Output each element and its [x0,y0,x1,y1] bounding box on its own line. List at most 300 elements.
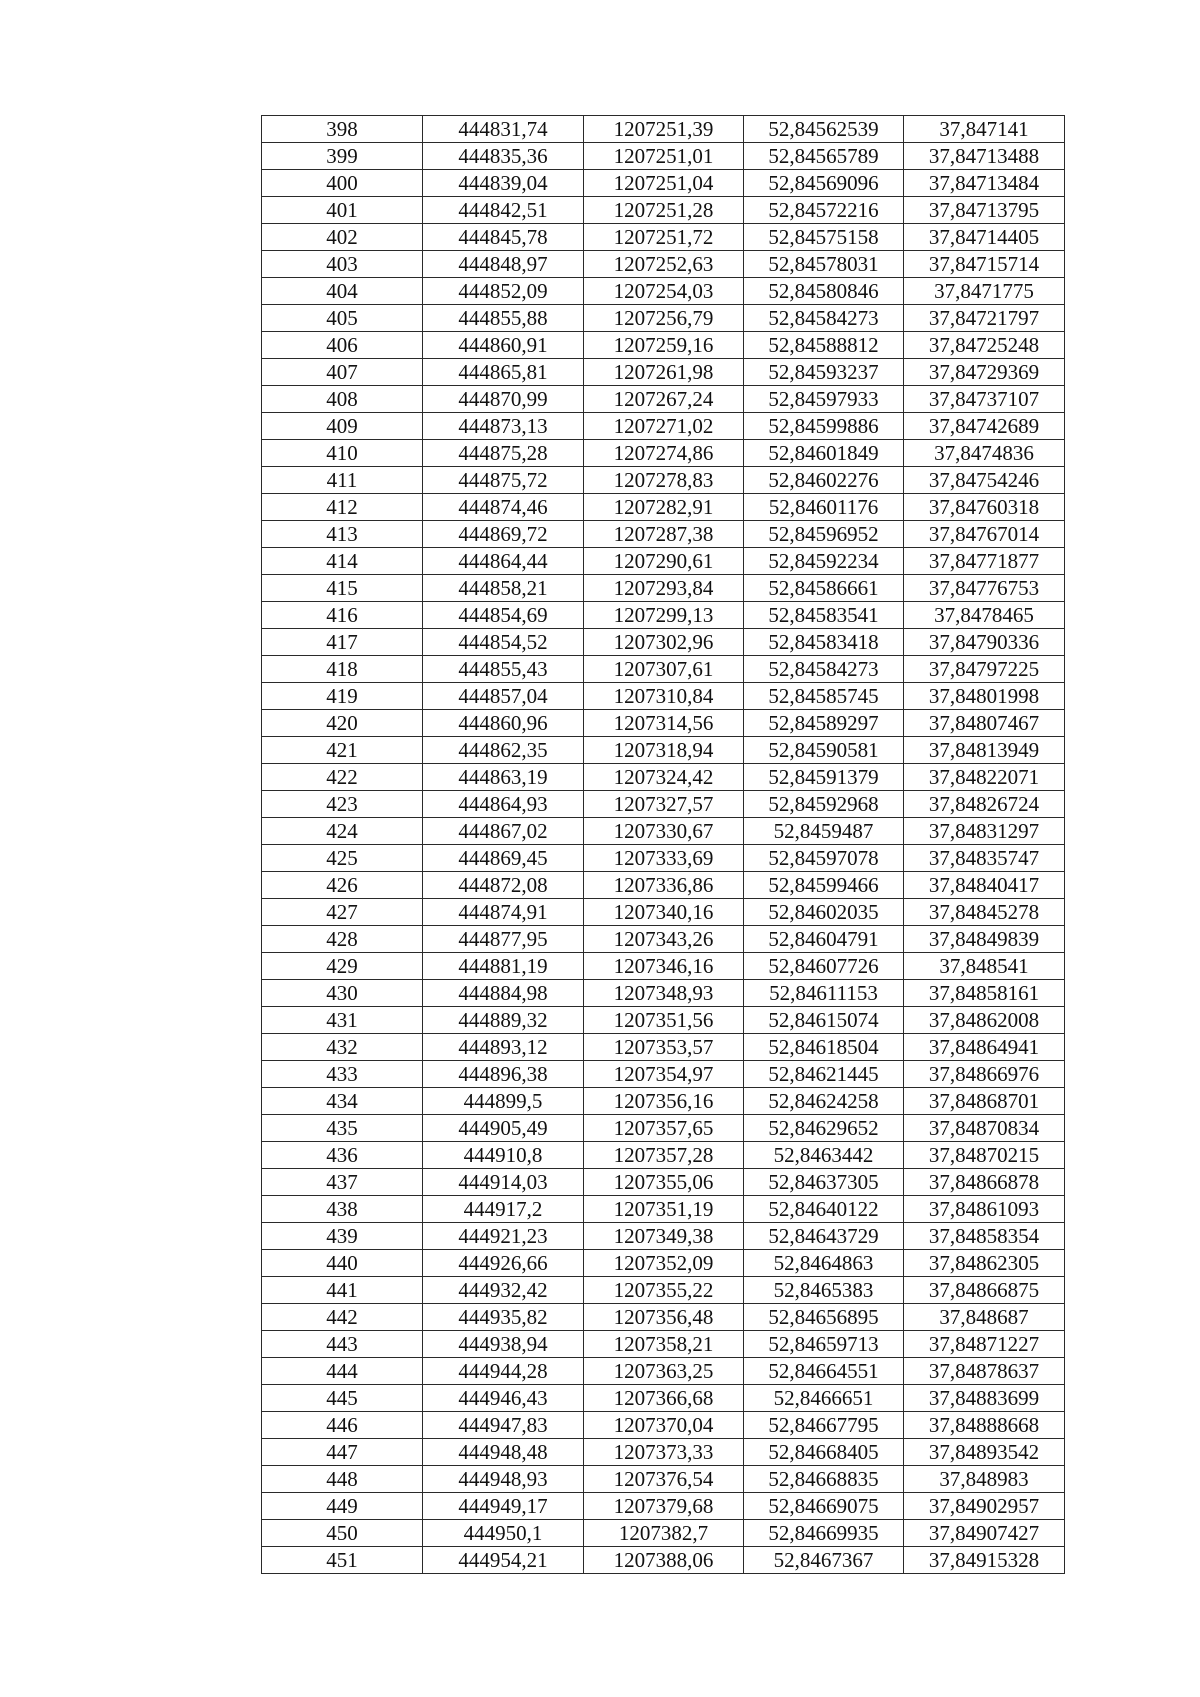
latitude-cell: 52,84640122 [744,1196,904,1223]
latitude-cell: 52,84565789 [744,143,904,170]
y-coordinate-cell: 1207357,28 [584,1142,744,1169]
latitude-cell: 52,8459487 [744,818,904,845]
latitude-cell: 52,8465383 [744,1277,904,1304]
latitude-cell: 52,84668405 [744,1439,904,1466]
x-coordinate-cell: 444954,21 [423,1547,584,1574]
table-row [262,1331,1065,1358]
table-row [262,359,1065,386]
x-coordinate-cell: 444874,91 [423,899,584,926]
longitude-cell: 37,84767014 [904,521,1065,548]
x-coordinate-cell: 444865,81 [423,359,584,386]
latitude-cell: 52,8463442 [744,1142,904,1169]
point-number-cell: 416 [262,602,423,629]
point-number-cell: 415 [262,575,423,602]
table-row [262,1115,1065,1142]
longitude-cell: 37,84826724 [904,791,1065,818]
x-coordinate-cell: 444944,28 [423,1358,584,1385]
table-row [262,251,1065,278]
x-coordinate-cell: 444863,19 [423,764,584,791]
longitude-cell: 37,84858354 [904,1223,1065,1250]
point-number-cell: 421 [262,737,423,764]
x-coordinate-cell: 444845,78 [423,224,584,251]
y-coordinate-cell: 1207373,33 [584,1439,744,1466]
point-number-cell: 434 [262,1088,423,1115]
latitude-cell: 52,84664551 [744,1358,904,1385]
latitude-cell: 52,84668835 [744,1466,904,1493]
table-row [262,764,1065,791]
y-coordinate-cell: 1207327,57 [584,791,744,818]
table-row [262,872,1065,899]
table-row [262,629,1065,656]
longitude-cell: 37,84883699 [904,1385,1065,1412]
longitude-cell: 37,84713795 [904,197,1065,224]
longitude-cell: 37,84737107 [904,386,1065,413]
point-number-cell: 418 [262,656,423,683]
latitude-cell: 52,84593237 [744,359,904,386]
point-number-cell: 436 [262,1142,423,1169]
y-coordinate-cell: 1207348,93 [584,980,744,1007]
x-coordinate-cell: 444921,23 [423,1223,584,1250]
table-row [262,737,1065,764]
point-number-cell: 400 [262,170,423,197]
latitude-cell: 52,84591379 [744,764,904,791]
table-row [262,1547,1065,1574]
point-number-cell: 428 [262,926,423,953]
table-row [262,602,1065,629]
longitude-cell: 37,848541 [904,953,1065,980]
x-coordinate-cell: 444869,45 [423,845,584,872]
y-coordinate-cell: 1207278,83 [584,467,744,494]
y-coordinate-cell: 1207299,13 [584,602,744,629]
x-coordinate-cell: 444867,02 [423,818,584,845]
y-coordinate-cell: 1207252,63 [584,251,744,278]
coordinates-table [261,115,1065,1574]
longitude-cell: 37,84713488 [904,143,1065,170]
table-row [262,548,1065,575]
longitude-cell: 37,84862305 [904,1250,1065,1277]
longitude-cell: 37,84871227 [904,1331,1065,1358]
x-coordinate-cell: 444949,17 [423,1493,584,1520]
latitude-cell: 52,84667795 [744,1412,904,1439]
x-coordinate-cell: 444875,28 [423,440,584,467]
latitude-cell: 52,84602035 [744,899,904,926]
x-coordinate-cell: 444864,93 [423,791,584,818]
point-number-cell: 405 [262,305,423,332]
point-number-cell: 411 [262,467,423,494]
y-coordinate-cell: 1207357,65 [584,1115,744,1142]
longitude-cell: 37,84721797 [904,305,1065,332]
x-coordinate-cell: 444872,08 [423,872,584,899]
table-row [262,1088,1065,1115]
longitude-cell: 37,8474836 [904,440,1065,467]
point-number-cell: 408 [262,386,423,413]
point-number-cell: 423 [262,791,423,818]
y-coordinate-cell: 1207254,03 [584,278,744,305]
x-coordinate-cell: 444950,1 [423,1520,584,1547]
latitude-cell: 52,84599886 [744,413,904,440]
latitude-cell: 52,84585745 [744,683,904,710]
latitude-cell: 52,84607726 [744,953,904,980]
table-row [262,818,1065,845]
table-row [262,332,1065,359]
latitude-cell: 52,84596952 [744,521,904,548]
longitude-cell: 37,84742689 [904,413,1065,440]
y-coordinate-cell: 1207363,25 [584,1358,744,1385]
longitude-cell: 37,84861093 [904,1196,1065,1223]
latitude-cell: 52,84602276 [744,467,904,494]
y-coordinate-cell: 1207318,94 [584,737,744,764]
latitude-cell: 52,84597933 [744,386,904,413]
y-coordinate-cell: 1207351,19 [584,1196,744,1223]
y-coordinate-cell: 1207256,79 [584,305,744,332]
longitude-cell: 37,84835747 [904,845,1065,872]
x-coordinate-cell: 444858,21 [423,575,584,602]
y-coordinate-cell: 1207333,69 [584,845,744,872]
y-coordinate-cell: 1207324,42 [584,764,744,791]
table-row [262,845,1065,872]
longitude-cell: 37,84725248 [904,332,1065,359]
point-number-cell: 443 [262,1331,423,1358]
latitude-cell: 52,84569096 [744,170,904,197]
table-row [262,143,1065,170]
longitude-cell: 37,84866976 [904,1061,1065,1088]
coordinates-table-body [262,116,1065,1574]
y-coordinate-cell: 1207336,86 [584,872,744,899]
y-coordinate-cell: 1207271,02 [584,413,744,440]
point-number-cell: 427 [262,899,423,926]
x-coordinate-cell: 444877,95 [423,926,584,953]
latitude-cell: 52,84586661 [744,575,904,602]
point-number-cell: 439 [262,1223,423,1250]
point-number-cell: 402 [262,224,423,251]
table-row [262,494,1065,521]
x-coordinate-cell: 444860,91 [423,332,584,359]
latitude-cell: 52,84588812 [744,332,904,359]
longitude-cell: 37,84813949 [904,737,1065,764]
point-number-cell: 445 [262,1385,423,1412]
x-coordinate-cell: 444864,44 [423,548,584,575]
y-coordinate-cell: 1207358,21 [584,1331,744,1358]
x-coordinate-cell: 444935,82 [423,1304,584,1331]
y-coordinate-cell: 1207251,04 [584,170,744,197]
table-row [262,224,1065,251]
x-coordinate-cell: 444848,97 [423,251,584,278]
table-row [262,1466,1065,1493]
point-number-cell: 419 [262,683,423,710]
longitude-cell: 37,84760318 [904,494,1065,521]
y-coordinate-cell: 1207343,26 [584,926,744,953]
point-number-cell: 422 [262,764,423,791]
latitude-cell: 52,84597078 [744,845,904,872]
latitude-cell: 52,84659713 [744,1331,904,1358]
table-row [262,1223,1065,1250]
x-coordinate-cell: 444899,5 [423,1088,584,1115]
longitude-cell: 37,84822071 [904,764,1065,791]
y-coordinate-cell: 1207346,16 [584,953,744,980]
x-coordinate-cell: 444932,42 [423,1277,584,1304]
longitude-cell: 37,84915328 [904,1547,1065,1574]
y-coordinate-cell: 1207287,38 [584,521,744,548]
table-row [262,1034,1065,1061]
y-coordinate-cell: 1207282,91 [584,494,744,521]
point-number-cell: 404 [262,278,423,305]
y-coordinate-cell: 1207382,7 [584,1520,744,1547]
y-coordinate-cell: 1207274,86 [584,440,744,467]
y-coordinate-cell: 1207302,96 [584,629,744,656]
x-coordinate-cell: 444862,35 [423,737,584,764]
longitude-cell: 37,84849839 [904,926,1065,953]
y-coordinate-cell: 1207293,84 [584,575,744,602]
x-coordinate-cell: 444854,69 [423,602,584,629]
latitude-cell: 52,84629652 [744,1115,904,1142]
point-number-cell: 441 [262,1277,423,1304]
point-number-cell: 399 [262,143,423,170]
latitude-cell: 52,84601176 [744,494,904,521]
x-coordinate-cell: 444857,04 [423,683,584,710]
y-coordinate-cell: 1207388,06 [584,1547,744,1574]
longitude-cell: 37,8478465 [904,602,1065,629]
latitude-cell: 52,84599466 [744,872,904,899]
table-row [262,521,1065,548]
x-coordinate-cell: 444855,43 [423,656,584,683]
latitude-cell: 52,84643729 [744,1223,904,1250]
longitude-cell: 37,84776753 [904,575,1065,602]
latitude-cell: 52,84615074 [744,1007,904,1034]
x-coordinate-cell: 444946,43 [423,1385,584,1412]
longitude-cell: 37,84902957 [904,1493,1065,1520]
longitude-cell: 37,84893542 [904,1439,1065,1466]
table-row [262,926,1065,953]
longitude-cell: 37,84870215 [904,1142,1065,1169]
y-coordinate-cell: 1207352,09 [584,1250,744,1277]
longitude-cell: 37,847141 [904,116,1065,143]
latitude-cell: 52,84601849 [744,440,904,467]
point-number-cell: 425 [262,845,423,872]
table-row [262,656,1065,683]
table-row [262,1439,1065,1466]
point-number-cell: 424 [262,818,423,845]
x-coordinate-cell: 444835,36 [423,143,584,170]
longitude-cell: 37,84870834 [904,1115,1065,1142]
x-coordinate-cell: 444938,94 [423,1331,584,1358]
x-coordinate-cell: 444889,32 [423,1007,584,1034]
point-number-cell: 430 [262,980,423,1007]
point-number-cell: 446 [262,1412,423,1439]
longitude-cell: 37,84713484 [904,170,1065,197]
point-number-cell: 420 [262,710,423,737]
x-coordinate-cell: 444910,8 [423,1142,584,1169]
latitude-cell: 52,8467367 [744,1547,904,1574]
table-row [262,1250,1065,1277]
y-coordinate-cell: 1207349,38 [584,1223,744,1250]
table-row [262,1412,1065,1439]
longitude-cell: 37,84729369 [904,359,1065,386]
x-coordinate-cell: 444948,93 [423,1466,584,1493]
longitude-cell: 37,84866878 [904,1169,1065,1196]
latitude-cell: 52,84575158 [744,224,904,251]
longitude-cell: 37,84878637 [904,1358,1065,1385]
point-number-cell: 451 [262,1547,423,1574]
point-number-cell: 398 [262,116,423,143]
y-coordinate-cell: 1207351,56 [584,1007,744,1034]
table-row [262,1277,1065,1304]
longitude-cell: 37,84831297 [904,818,1065,845]
x-coordinate-cell: 444842,51 [423,197,584,224]
longitude-cell: 37,84801998 [904,683,1065,710]
longitude-cell: 37,84790336 [904,629,1065,656]
latitude-cell: 52,84669935 [744,1520,904,1547]
x-coordinate-cell: 444874,46 [423,494,584,521]
latitude-cell: 52,84572216 [744,197,904,224]
latitude-cell: 52,84656895 [744,1304,904,1331]
point-number-cell: 410 [262,440,423,467]
x-coordinate-cell: 444831,74 [423,116,584,143]
point-number-cell: 435 [262,1115,423,1142]
y-coordinate-cell: 1207354,97 [584,1061,744,1088]
latitude-cell: 52,84592968 [744,791,904,818]
table-row [262,197,1065,224]
point-number-cell: 440 [262,1250,423,1277]
y-coordinate-cell: 1207340,16 [584,899,744,926]
latitude-cell: 52,84590581 [744,737,904,764]
table-row [262,1061,1065,1088]
x-coordinate-cell: 444870,99 [423,386,584,413]
point-number-cell: 431 [262,1007,423,1034]
longitude-cell: 37,84864941 [904,1034,1065,1061]
table-row [262,278,1065,305]
point-number-cell: 448 [262,1466,423,1493]
x-coordinate-cell: 444914,03 [423,1169,584,1196]
y-coordinate-cell: 1207251,72 [584,224,744,251]
point-number-cell: 414 [262,548,423,575]
longitude-cell: 37,84888668 [904,1412,1065,1439]
point-number-cell: 403 [262,251,423,278]
latitude-cell: 52,84583418 [744,629,904,656]
y-coordinate-cell: 1207353,57 [584,1034,744,1061]
longitude-cell: 37,84797225 [904,656,1065,683]
table-row [262,575,1065,602]
point-number-cell: 413 [262,521,423,548]
latitude-cell: 52,84589297 [744,710,904,737]
y-coordinate-cell: 1207330,67 [584,818,744,845]
table-row [262,1358,1065,1385]
latitude-cell: 52,8466651 [744,1385,904,1412]
table-row [262,170,1065,197]
y-coordinate-cell: 1207355,06 [584,1169,744,1196]
latitude-cell: 52,84669075 [744,1493,904,1520]
y-coordinate-cell: 1207310,84 [584,683,744,710]
table-row [262,1304,1065,1331]
x-coordinate-cell: 444855,88 [423,305,584,332]
point-number-cell: 409 [262,413,423,440]
x-coordinate-cell: 444884,98 [423,980,584,1007]
x-coordinate-cell: 444947,83 [423,1412,584,1439]
latitude-cell: 52,84562539 [744,116,904,143]
y-coordinate-cell: 1207261,98 [584,359,744,386]
point-number-cell: 437 [262,1169,423,1196]
x-coordinate-cell: 444839,04 [423,170,584,197]
y-coordinate-cell: 1207314,56 [584,710,744,737]
latitude-cell: 52,84611153 [744,980,904,1007]
latitude-cell: 52,84578031 [744,251,904,278]
y-coordinate-cell: 1207356,16 [584,1088,744,1115]
longitude-cell: 37,84771877 [904,548,1065,575]
x-coordinate-cell: 444860,96 [423,710,584,737]
point-number-cell: 429 [262,953,423,980]
table-row [262,791,1065,818]
longitude-cell: 37,84840417 [904,872,1065,899]
x-coordinate-cell: 444948,48 [423,1439,584,1466]
table-row [262,953,1065,980]
point-number-cell: 442 [262,1304,423,1331]
longitude-cell: 37,84907427 [904,1520,1065,1547]
table-row [262,305,1065,332]
latitude-cell: 52,84621445 [744,1061,904,1088]
x-coordinate-cell: 444854,52 [423,629,584,656]
table-row [262,1169,1065,1196]
longitude-cell: 37,84714405 [904,224,1065,251]
table-row [262,1007,1065,1034]
longitude-cell: 37,8471775 [904,278,1065,305]
y-coordinate-cell: 1207355,22 [584,1277,744,1304]
latitude-cell: 52,84618504 [744,1034,904,1061]
table-row [262,440,1065,467]
x-coordinate-cell: 444881,19 [423,953,584,980]
latitude-cell: 52,84637305 [744,1169,904,1196]
y-coordinate-cell: 1207290,61 [584,548,744,575]
longitude-cell: 37,84868701 [904,1088,1065,1115]
latitude-cell: 52,8464863 [744,1250,904,1277]
table-row [262,683,1065,710]
x-coordinate-cell: 444875,72 [423,467,584,494]
longitude-cell: 37,848687 [904,1304,1065,1331]
y-coordinate-cell: 1207267,24 [584,386,744,413]
y-coordinate-cell: 1207356,48 [584,1304,744,1331]
point-number-cell: 433 [262,1061,423,1088]
longitude-cell: 37,84866875 [904,1277,1065,1304]
table-row [262,386,1065,413]
table-row [262,899,1065,926]
table-row [262,1493,1065,1520]
longitude-cell: 37,84845278 [904,899,1065,926]
table-row [262,1385,1065,1412]
y-coordinate-cell: 1207379,68 [584,1493,744,1520]
point-number-cell: 407 [262,359,423,386]
y-coordinate-cell: 1207251,01 [584,143,744,170]
point-number-cell: 406 [262,332,423,359]
latitude-cell: 52,84580846 [744,278,904,305]
x-coordinate-cell: 444905,49 [423,1115,584,1142]
x-coordinate-cell: 444869,72 [423,521,584,548]
point-number-cell: 444 [262,1358,423,1385]
y-coordinate-cell: 1207366,68 [584,1385,744,1412]
table-row [262,467,1065,494]
x-coordinate-cell: 444852,09 [423,278,584,305]
y-coordinate-cell: 1207259,16 [584,332,744,359]
longitude-cell: 37,848983 [904,1466,1065,1493]
y-coordinate-cell: 1207251,28 [584,197,744,224]
table-row [262,413,1065,440]
x-coordinate-cell: 444893,12 [423,1034,584,1061]
y-coordinate-cell: 1207370,04 [584,1412,744,1439]
longitude-cell: 37,84862008 [904,1007,1065,1034]
longitude-cell: 37,84858161 [904,980,1065,1007]
x-coordinate-cell: 444926,66 [423,1250,584,1277]
latitude-cell: 52,84624258 [744,1088,904,1115]
x-coordinate-cell: 444873,13 [423,413,584,440]
point-number-cell: 449 [262,1493,423,1520]
x-coordinate-cell: 444896,38 [423,1061,584,1088]
